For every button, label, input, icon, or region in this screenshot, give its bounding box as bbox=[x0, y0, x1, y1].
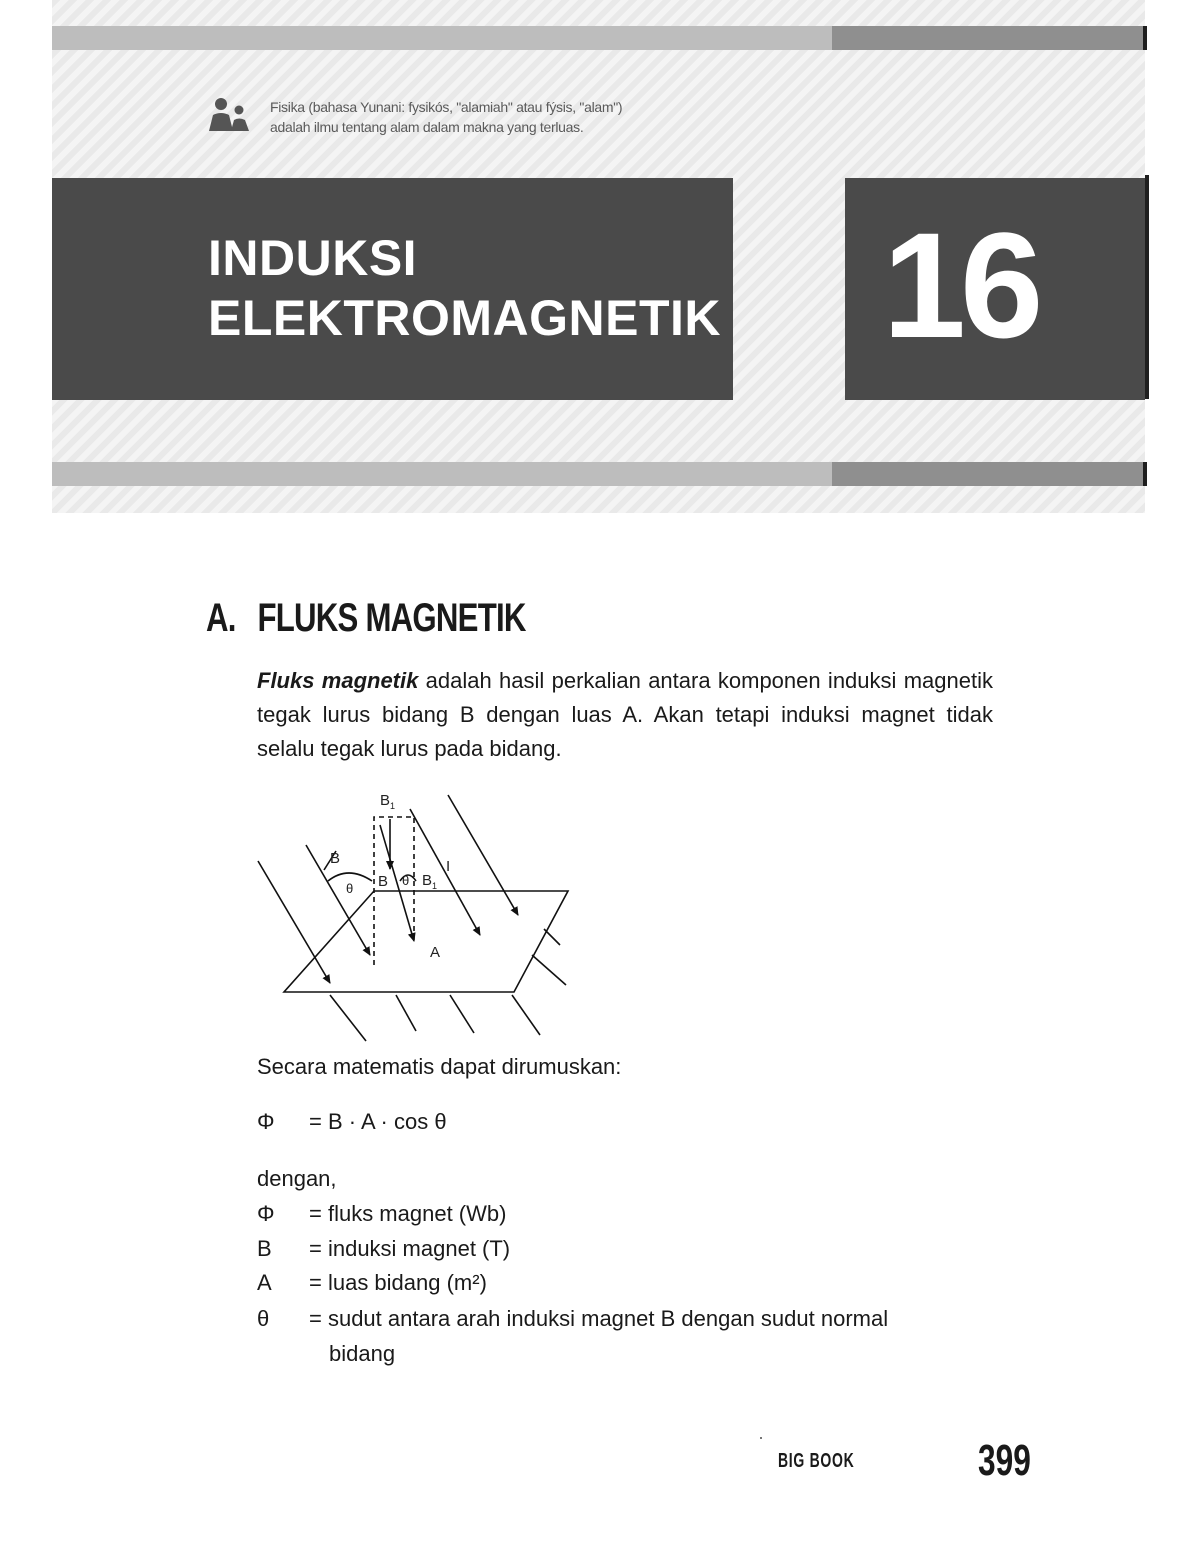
quote-line-1: Fisika (bahasa Yunani: fysikós, "alamiah" atau fýsis, "alam") bbox=[270, 99, 623, 115]
label-b-mid: B bbox=[378, 873, 389, 890]
label-current: I bbox=[446, 858, 451, 875]
key-term: Fluks magnetik bbox=[257, 668, 419, 693]
quote-line-2: adalah ilmu tentang alam dalam makna yang terluas. bbox=[270, 119, 584, 135]
label-b-left: B bbox=[330, 850, 341, 867]
field-line-below-4 bbox=[512, 995, 540, 1035]
intro-paragraph bbox=[257, 664, 993, 766]
bottom-stripe-endmark bbox=[1143, 462, 1147, 486]
top-stripe-endmark bbox=[1143, 26, 1147, 50]
footer-dot bbox=[760, 1437, 762, 1439]
definition-row bbox=[257, 1266, 487, 1300]
formula-line bbox=[257, 1105, 447, 1139]
chapter-title-line-1: INDUKSI bbox=[208, 230, 418, 286]
label-theta-mid: θ bbox=[402, 873, 410, 888]
field-line-1 bbox=[258, 861, 330, 983]
definition-text: = sudut antara arah induksi magnet B dengan sudut normal bbox=[309, 1306, 889, 1331]
bottom-stripe-dark bbox=[832, 462, 1145, 486]
formula-expression: = B · A · cos θ bbox=[309, 1109, 447, 1134]
formula-intro: Secara matematis dapat dirumuskan: bbox=[257, 1054, 622, 1079]
definition-row bbox=[257, 1302, 888, 1336]
section-letter: A. bbox=[206, 596, 236, 640]
field-line-below-2 bbox=[396, 995, 416, 1031]
definition-symbol: Φ bbox=[257, 1201, 275, 1226]
label-area: A bbox=[430, 944, 441, 961]
definition-continuation: bidang bbox=[329, 1341, 396, 1366]
definition-text: = fluks magnet (Wb) bbox=[309, 1201, 507, 1226]
chapter-number: 16 bbox=[882, 201, 1038, 369]
definition-text: = induksi magnet (T) bbox=[309, 1236, 511, 1261]
definition-symbol: A bbox=[257, 1270, 272, 1295]
definition-text: = luas bidang (m²) bbox=[309, 1270, 487, 1295]
footer-brand: BIG BOOK bbox=[778, 1450, 855, 1472]
section-title: FLUKS MAGNETIK bbox=[257, 596, 526, 640]
theta-arc-left bbox=[328, 873, 372, 881]
section-heading bbox=[206, 596, 526, 641]
field-line-below-5 bbox=[532, 955, 566, 985]
top-stripe-dark bbox=[832, 26, 1145, 50]
label-b1-mid: $B_1$ bbox=[422, 872, 438, 891]
top-stripe bbox=[52, 26, 832, 50]
paragraph-body: adalah hasil perkalian antara komponen induksi magnetik tegak lurus bidang B dengan luas A. Akan tetapi induksi magnet tidak selalu tegak lurus pada bidang. bbox=[257, 668, 993, 761]
chapter-quote bbox=[270, 97, 690, 137]
field-line-3 bbox=[410, 809, 480, 935]
definition-row bbox=[257, 1232, 510, 1266]
definition-symbol: B bbox=[257, 1236, 272, 1261]
people-icon bbox=[208, 97, 250, 133]
label-b1-top: $B_1$ bbox=[380, 792, 396, 811]
chapter-title bbox=[208, 228, 721, 348]
label-theta-left: θ bbox=[346, 881, 354, 896]
definition-symbol: θ bbox=[257, 1306, 270, 1331]
page-number: 399 bbox=[978, 1436, 1031, 1485]
bottom-stripe bbox=[52, 462, 832, 486]
dengan-label: dengan, bbox=[257, 1166, 337, 1191]
chapter-title-line-2: ELEKTROMAGNETIK bbox=[208, 290, 722, 346]
field-line-below-6 bbox=[544, 929, 560, 945]
magnetic-flux-diagram bbox=[250, 785, 590, 1045]
definition-row bbox=[257, 1197, 506, 1231]
chapter-number-endmark bbox=[1145, 175, 1149, 399]
field-line-below-3 bbox=[450, 995, 474, 1033]
formula-symbol: Φ bbox=[257, 1109, 275, 1134]
field-line-below-1 bbox=[330, 995, 366, 1041]
